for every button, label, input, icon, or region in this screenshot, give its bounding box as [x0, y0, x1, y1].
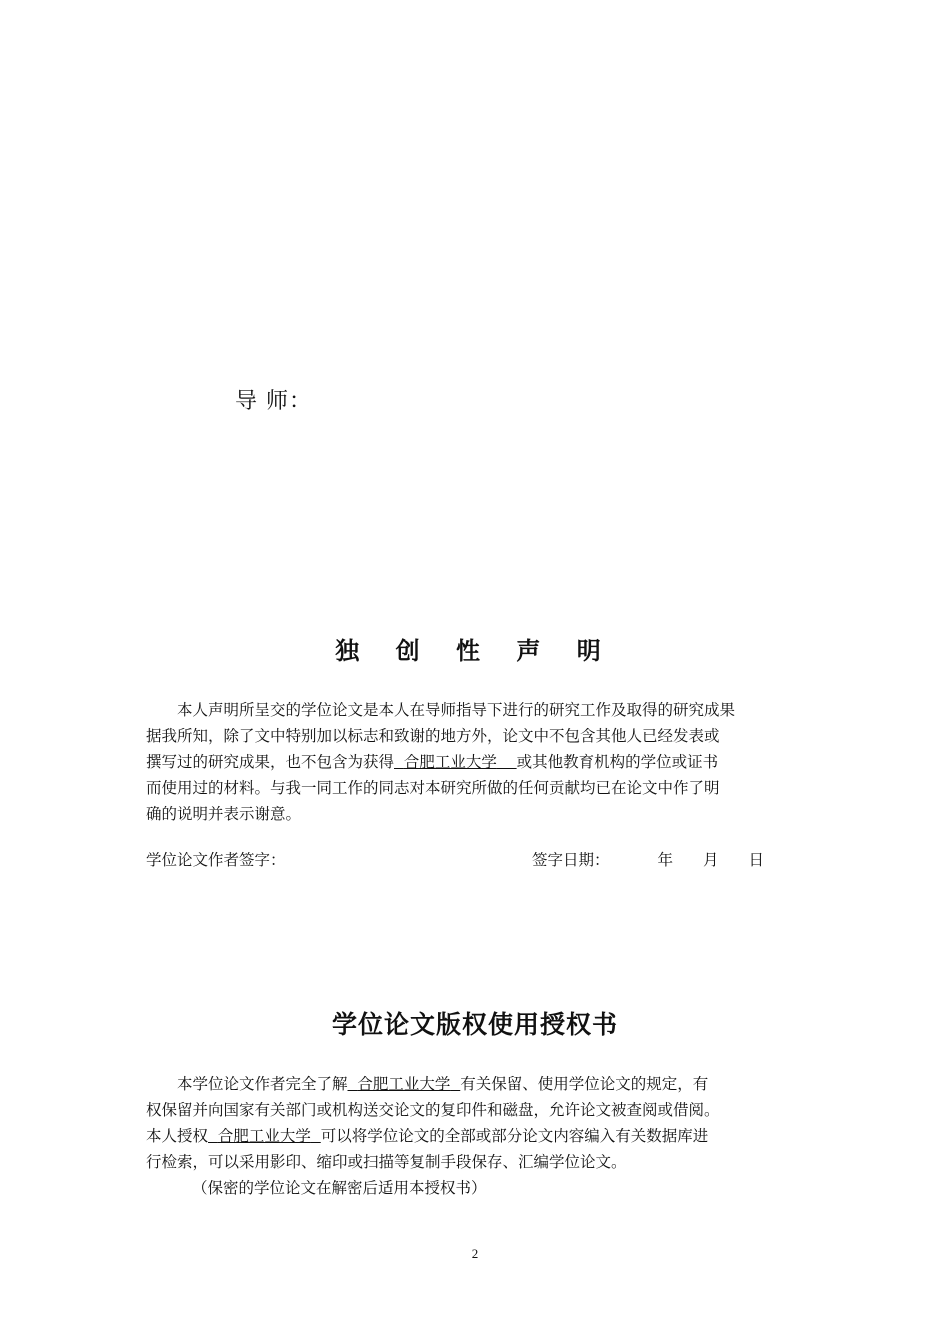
- university-name: 合肥工业大学: [217, 1127, 311, 1145]
- declaration-line-3a: 撰写过的研究成果，也不包含为获得: [146, 753, 395, 771]
- author-signature-label: 学位论文作者签字：: [146, 851, 286, 869]
- authorization-line-2: 权保留并向国家有关部门或机构送交论文的复印件和磁盘，允许论文被查阅或借阅。: [146, 1101, 720, 1119]
- university-name: 合肥工业大学: [403, 753, 497, 771]
- declaration-line-3b: 或其他教育机构的学位或证书: [516, 753, 719, 771]
- declaration-line-2: 据我所知，除了文中特别加以标志和致谢的地方外，论文中不包含其他人已经发表或: [146, 727, 720, 745]
- date-label: 签字日期：: [532, 851, 610, 869]
- declaration-line-1: 本人声明所呈交的学位论文是本人在导师指导下进行的研究工作及取得的研究成果: [177, 701, 736, 719]
- declaration-line-3: [146, 749, 806, 775]
- day-label: 日: [748, 851, 765, 869]
- signature-date: [532, 848, 764, 870]
- authorization-line-4: 行检索，可以采用影印、缩印或扫描等复制手段保存、汇编学位论文。: [146, 1153, 627, 1171]
- authorization-body: [146, 1071, 806, 1201]
- authorization-line-1: 本学位论文作者完全了解 合肥工业大学 有关保留、使用学位论文的规定，有: [177, 1075, 709, 1093]
- declaration-line-5: 确的说明并表示谢意。: [146, 805, 302, 823]
- university-name: 合肥工业大学: [357, 1075, 451, 1093]
- declaration-body: [146, 697, 806, 827]
- declaration-title: 独 创 性 声 明: [335, 637, 615, 665]
- year-label: 年: [657, 851, 674, 869]
- month-label: 月: [703, 851, 719, 869]
- advisor-label: 导 师：: [235, 389, 312, 414]
- authorization-line-3: 本人授权 合肥工业大学 可以将学位论文的全部或部分论文内容编入有关数据库进: [146, 1127, 709, 1145]
- authorization-title: 学位论文版权使用授权书: [331, 1010, 618, 1039]
- declaration-line-4: 而使用过的材料。与我一同工作的同志对本研究所做的任何贡献均已在论文中作了明: [146, 779, 720, 797]
- authorization-note: （保密的学位论文在解密后适用本授权书）: [192, 1179, 487, 1197]
- page-number: 2: [471, 1246, 479, 1261]
